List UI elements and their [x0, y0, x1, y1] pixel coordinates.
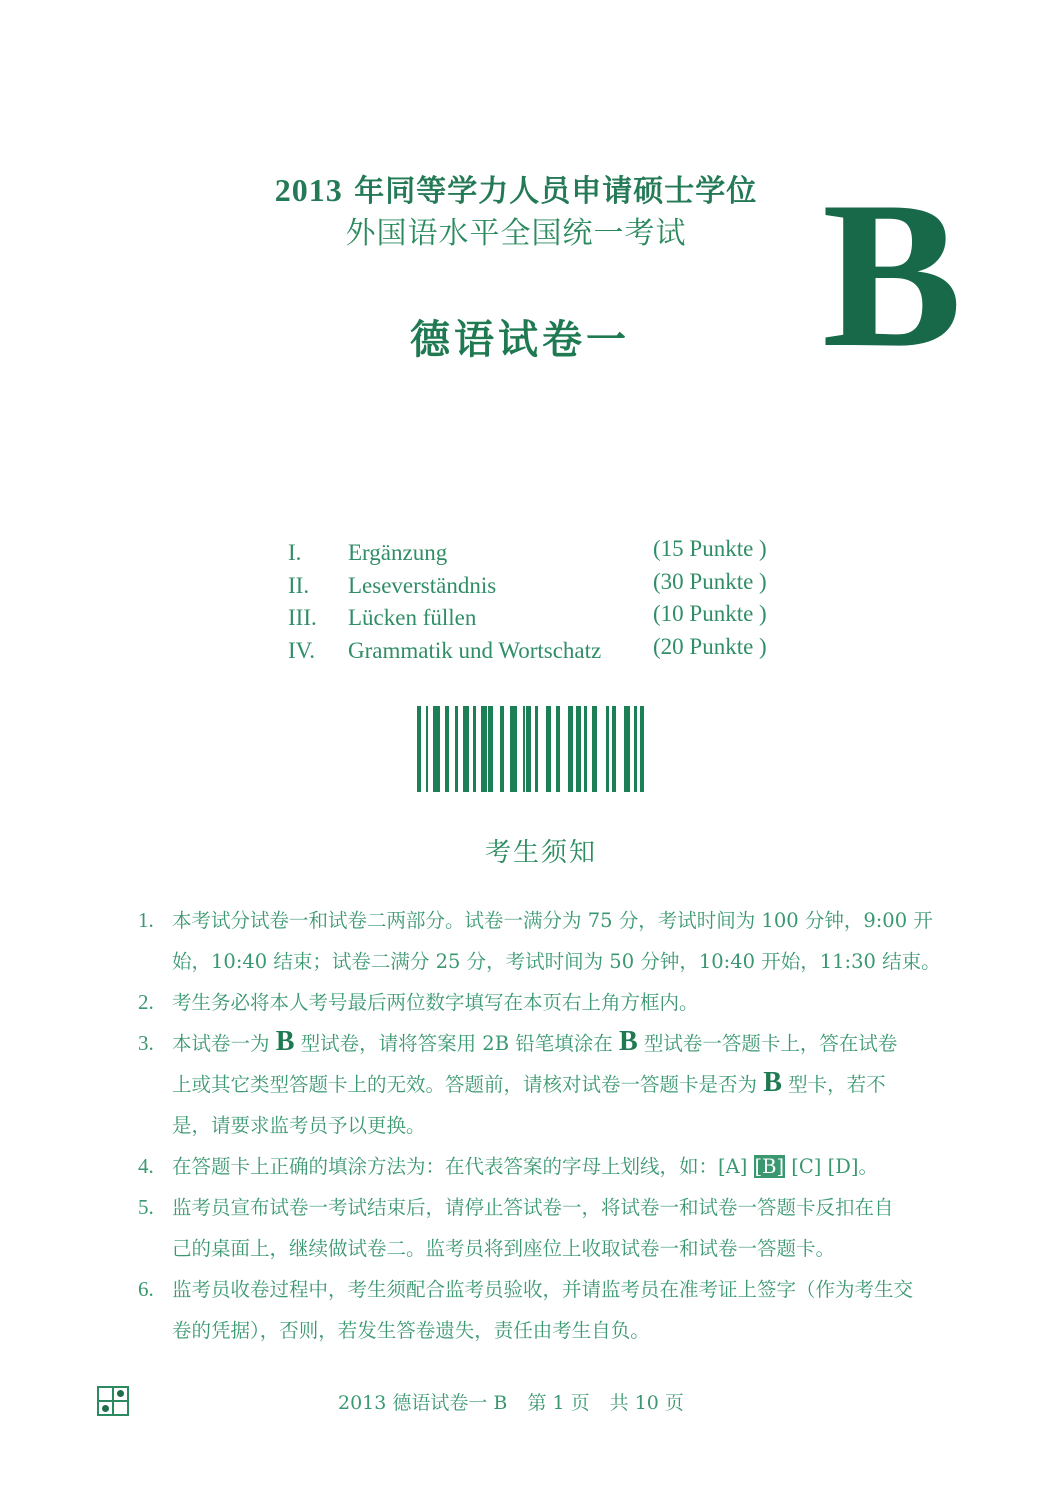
- rule-1: [138, 900, 988, 982]
- rule-text: 本考试分试卷一和试卷二两部分。试卷一满分为 75 分，考试时间为 100 分钟，9:00 开: [172, 909, 933, 932]
- rule-text: [172, 1146, 988, 1187]
- barcode-bar: [488, 706, 493, 792]
- title-line-2: 外国语水平全国统一考试: [345, 216, 687, 251]
- section-number: I.: [288, 540, 302, 565]
- section-points: (20 Punkte ): [653, 633, 767, 659]
- barcode-bar: [568, 706, 573, 792]
- barcode-bar: [510, 706, 517, 792]
- section-number: II.: [288, 572, 310, 598]
- title-line-1-text: 年同等学力人员申请硕士学位: [354, 174, 758, 209]
- barcode: [415, 706, 647, 794]
- footer-paper-label: 2013 德语试卷一 B: [338, 1392, 508, 1414]
- barcode-bar: [584, 706, 587, 792]
- section-name: Lücken füllen: [348, 605, 477, 630]
- barcode-bar: [640, 706, 644, 792]
- rule-4: [138, 1146, 988, 1187]
- rule-text-part: 型试卷，请将答案用 2B 铅笔填涂在: [300, 1032, 613, 1055]
- rule-number: 4.: [138, 1154, 154, 1178]
- paper-type-mark: B: [763, 1067, 782, 1098]
- barcode-bar: [576, 706, 581, 792]
- footer-total-pages: 共 10 页: [609, 1392, 684, 1414]
- rule-3: [138, 1023, 988, 1146]
- rule-text: [172, 1023, 988, 1064]
- barcode-bar: [417, 706, 421, 792]
- section-number: IV.: [288, 637, 316, 663]
- barcode-bar: [473, 706, 476, 792]
- barcode-bar: [612, 706, 616, 792]
- rule-text: 监考员宣布试卷一考试结束后，请停止答试卷一，将试卷一和试卷一答题卡反扣在自: [172, 1196, 894, 1219]
- rule-2: [138, 982, 988, 1023]
- notice-heading: 考生须知: [484, 838, 597, 868]
- mark-dot: [102, 1405, 109, 1412]
- barcode-bar: [481, 706, 487, 792]
- section-points: (30 Punkte ): [653, 568, 767, 594]
- rule-text: 始，10:40 结束；试卷二满分 25 分，考试时间为 50 分钟，10:40 开始，11:30 结束。: [172, 950, 941, 973]
- paper-type-letter: B: [822, 159, 963, 391]
- barcode-bar: [624, 706, 630, 792]
- rule-number: 3.: [138, 1031, 154, 1055]
- barcode-bar: [634, 706, 637, 792]
- option-a: [A]: [718, 1155, 748, 1178]
- barcode-bar: [455, 706, 458, 792]
- rule-text: 考生务必将本人考号最后两位数字填写在本页右上角方框内。: [172, 991, 699, 1014]
- rule-text: 是，请要求监考员予以更换。: [172, 1114, 426, 1137]
- option-c: [C]: [791, 1155, 822, 1178]
- barcode-bar: [529, 706, 531, 792]
- paper-type-mark: B: [618, 1026, 638, 1057]
- barcode-bar: [535, 706, 538, 792]
- rule-text: 监考员收卷过程中，考生须配合监考员验收，并请监考员在准考证上签字（作为考生交: [172, 1278, 914, 1301]
- barcode-bar: [500, 706, 504, 792]
- barcode-bar: [463, 706, 469, 792]
- rule-text-part: 。: [858, 1155, 878, 1178]
- barcode-bar: [546, 706, 551, 792]
- rule-5: [138, 1187, 988, 1269]
- rule-text: [172, 1064, 988, 1105]
- rule-number: 1.: [138, 908, 154, 932]
- rule-number: 6.: [138, 1277, 154, 1301]
- rule-text-part: 本试卷一为: [172, 1032, 270, 1055]
- barcode-bar: [433, 706, 440, 792]
- rule-6: [138, 1269, 988, 1351]
- barcode-bar: [606, 706, 609, 792]
- barcode-bar: [426, 706, 428, 792]
- barcode-bar: [592, 706, 597, 792]
- page-footer: [338, 1388, 698, 1415]
- section-points: (10 Punkte ): [653, 601, 767, 626]
- section-name: Grammatik und Wortschatz: [348, 637, 602, 663]
- option-d: [D]: [827, 1155, 859, 1178]
- rule-text-part: 型卡，若不: [788, 1073, 886, 1096]
- registration-mark-icon: [97, 1386, 129, 1416]
- mark-divider: [99, 1400, 127, 1402]
- rule-text-part: 型试卷一答题卡上，答在试卷: [643, 1032, 898, 1055]
- rule-text-part: 在答题卡上正确的填涂方法为：在代表答案的字母上划线，如：: [172, 1155, 719, 1178]
- rule-text: 己的桌面上，继续做试卷二。监考员将到座位上收取试卷一和试卷一答题卡。: [172, 1237, 836, 1260]
- section-name: Leseverständnis: [348, 572, 497, 598]
- rule-text: 卷的凭据），否则，若发生答卷遗失，责任由考生自负。: [172, 1319, 650, 1342]
- notice-rules: [138, 900, 988, 1351]
- mark-dot: [117, 1390, 124, 1397]
- section-name: Ergänzung: [348, 540, 448, 565]
- rule-number: 5.: [138, 1195, 154, 1219]
- section-number: III.: [288, 605, 317, 630]
- paper-type-mark: B: [275, 1026, 295, 1057]
- barcode-bar: [445, 706, 449, 792]
- subject-title: 德语试卷一: [410, 317, 630, 363]
- footer-page-number: 第 1 页: [527, 1392, 590, 1414]
- barcode-bar: [556, 706, 560, 792]
- option-b-marked: [B]: [754, 1155, 785, 1178]
- rule-number: 2.: [138, 990, 154, 1014]
- section-points: (15 Punkte ): [653, 536, 767, 561]
- rule-text-part: 上或其它类型答题卡上的无效。答题前，请核对试卷一答题卡是否为: [172, 1073, 758, 1096]
- title-year: 2013: [274, 172, 343, 208]
- barcode-bar: [523, 706, 525, 792]
